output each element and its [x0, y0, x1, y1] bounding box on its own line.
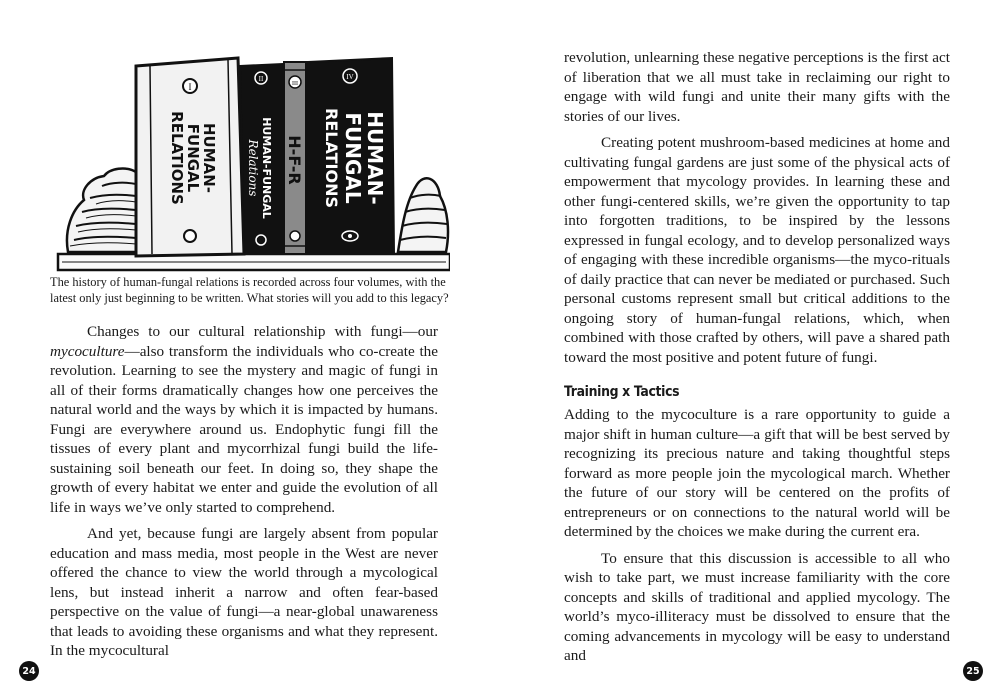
book-volume-1 — [136, 58, 244, 256]
svg-text:FUNGAL: FUNGAL — [184, 123, 202, 193]
svg-text:I: I — [188, 82, 192, 92]
book-volume-4 — [308, 58, 394, 254]
bookshelf-illustration — [50, 40, 450, 272]
svg-text:HUMAN-: HUMAN- — [200, 122, 218, 194]
svg-text:Relations: Relations — [246, 139, 260, 197]
book-volume-2 — [240, 64, 282, 254]
section-heading: Training x Tactics — [564, 384, 680, 400]
svg-text:FUNGAL: FUNGAL — [341, 112, 365, 204]
paragraph: And yet, because fungi are largely absent from popular education and mass media, most people in the West are never offered the chance to view the world through a mycological lens, but instead inherit a narrow and often fear-based perspective on the value of fungi—a near-global unawareness that leads to avoiding these organisms and what they represent. In the mycocultural — [50, 525, 438, 659]
svg-text:RELATIONS: RELATIONS — [322, 108, 341, 208]
svg-text:RELATIONS: RELATIONS — [168, 111, 186, 205]
right-bracket-fungus — [398, 178, 448, 252]
paragraph: Adding to the mycoculture is a rare opportunity to guide a major shift in human culture—a gift that will be best served by recognizing its precious nature and taking thoughtful steps forward as more people join the mycological march. Whether the future of our story will be centered on the profits of entrepreneurs or on connections to the natural world will be determined by the choices we make during the current era. — [564, 406, 950, 540]
paragraph: Creating potent mushroom-based medicines at home and cultivating fungal gardens are just some of the physical acts of empowerment that mycology provides. In learning these and other fungi-centered skills, we’re given the opportunity to tap into forgotten traditions, to be inspired by the lessons expressed in fungal ecology, and to develop personalized ways of engaging with these incredible organisms—the myco-rituals of daily practice that can never be mediated or purchased. Such personal customs represent small but critical additions to the ongoing story of human-fungal relations, which, when combined with those crafted by others, will pave a shared path toward the most positive and potent future of fungi. — [564, 134, 950, 366]
right-body-text-top — [564, 48, 950, 367]
svg-text:II: II — [258, 75, 264, 83]
book-volume-3 — [284, 62, 306, 254]
svg-text:H-F-R: H-F-R — [285, 135, 304, 185]
illustration-caption: The history of human-fungal relations is recorded across four volumes, with the latest only just beginning to be written. What stories will you add to this legacy? — [50, 275, 449, 305]
svg-text:IV: IV — [346, 73, 354, 81]
right-body-text-bottom — [564, 405, 950, 666]
left-body-text — [50, 322, 438, 661]
left-bracket-fungus — [67, 169, 140, 252]
paragraph: To ensure that this discussion is accessible to all who wish to take part, we must increase familiarity with the core concepts and skills of traditional and applied mycology. The world’s myco-illiteracy must be dissolved to ensure that the coming advancements in mycology will be easy to understand and — [564, 549, 950, 664]
svg-text:HUMAN-: HUMAN- — [363, 111, 387, 205]
right-page — [500, 0, 1000, 700]
svg-text:HUMAN-FUNGAL: HUMAN-FUNGAL — [260, 117, 273, 219]
svg-text:III: III — [292, 81, 298, 87]
page-number: 25 — [963, 661, 983, 681]
page-number: 24 — [19, 661, 39, 681]
paragraph: revolution, unlearning these negative perceptions is the first act of liberation that we all must take in reclaiming our right to engage with wild fungi and unite their many gifts with the stories of our lives. — [564, 49, 950, 125]
paragraph: Changes to our cultural relationship with fungi—our mycoculture—also transform the individuals who co-create the revolution. Learning to see the mystery and magic of fungi in all of their forms dramatically changes how one perceives the natural world and the ways by which it is impacted by humans. Fungi are everywhere around us. Endophytic fungi fill the tissues of every plant and mycorrhizal fungi build the life-sustaining soil beneath our feet. In doing so, they shape the growth of every habitat we enter and guide the evolution of all life in ways we’ve only started to comprehend. — [50, 323, 438, 516]
